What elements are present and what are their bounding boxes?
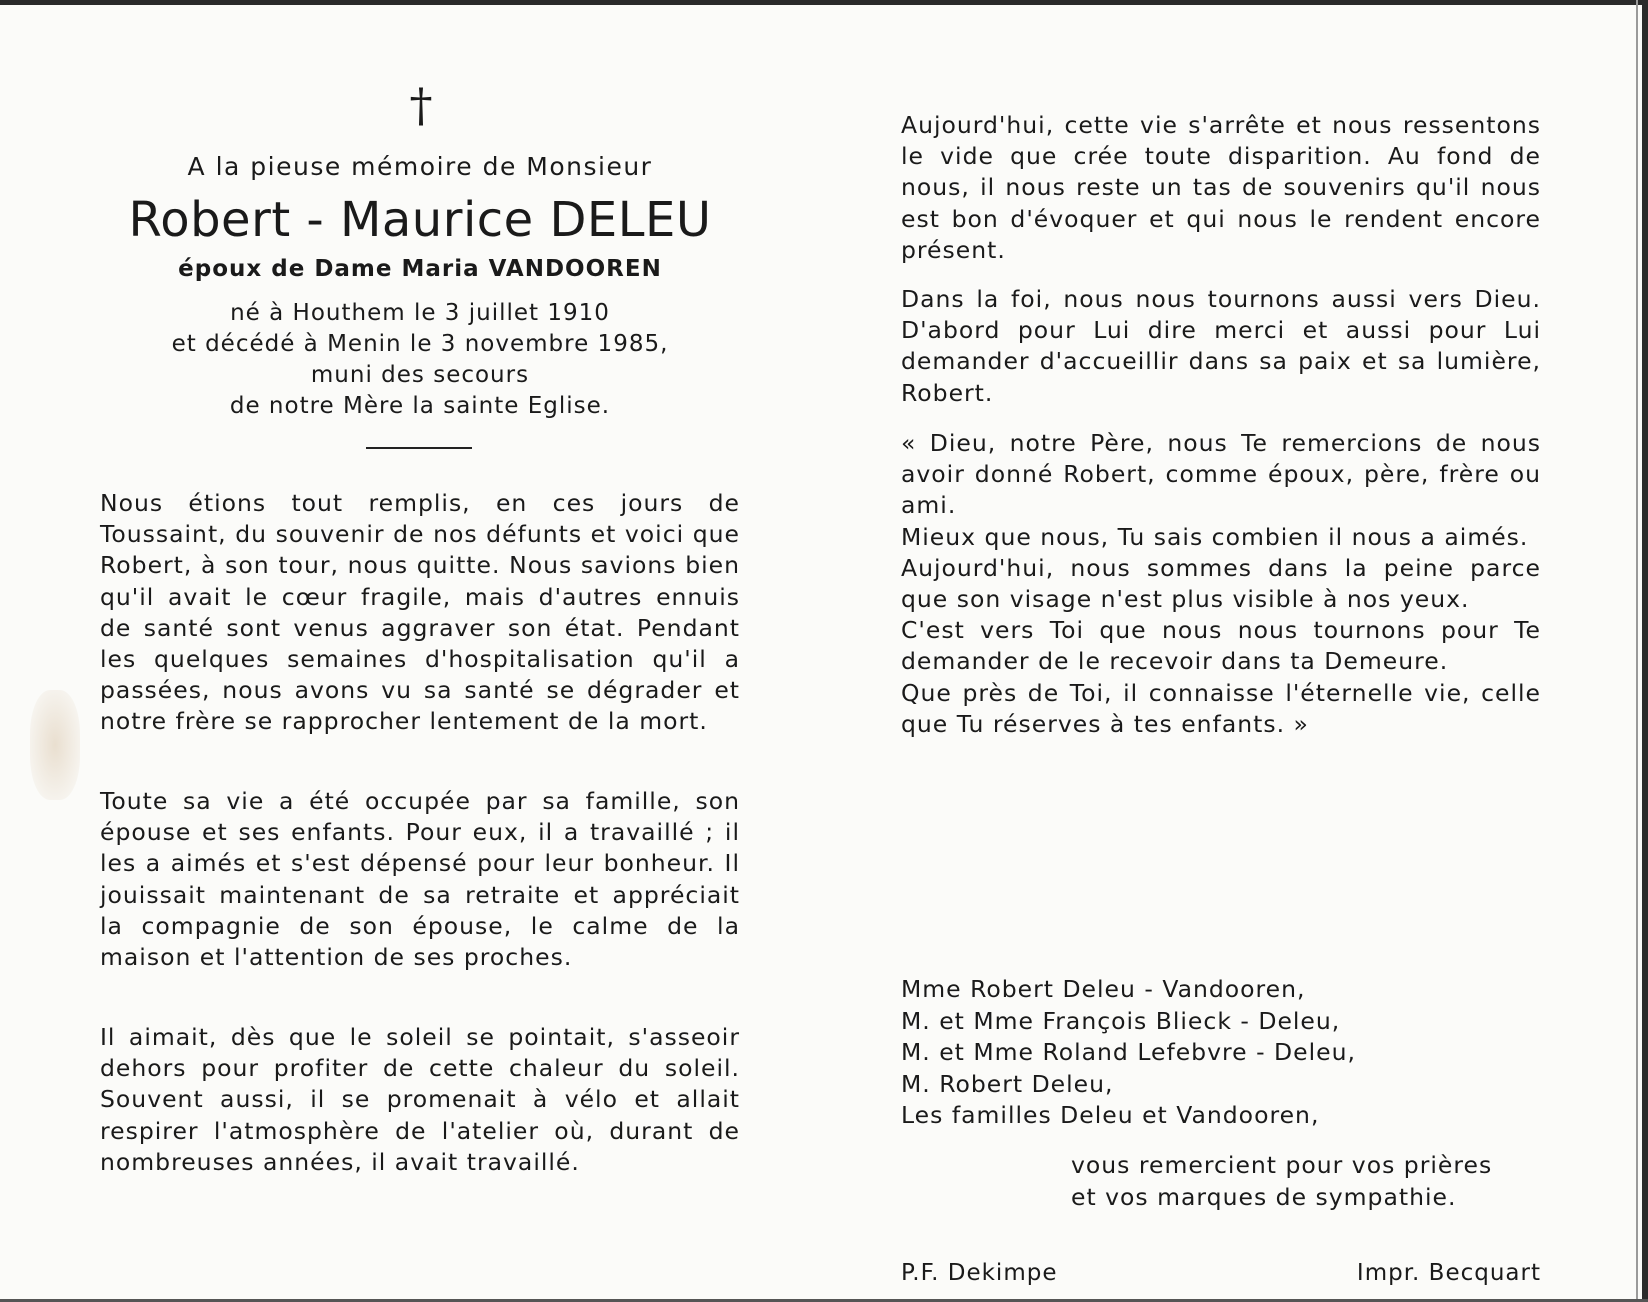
- deceased-name: Robert - Maurice DELEU: [128, 192, 712, 248]
- memoire-line: A la pieuse mémoire de Monsieur: [187, 152, 653, 181]
- thanks-line-2: et vos marques de sympathie.: [1071, 1182, 1457, 1211]
- prayer-line-5: Que près de Toi, il connaisse l'éternelle vie, celle que Tu réserves à tes enfants. »: [901, 678, 1541, 738]
- cross-icon: †: [409, 78, 433, 132]
- right-paragraph-2: Dans la foi, nous nous tournons aussi vers Dieu. D'abord pour Lui dire merci et aussi pour Lui demander d'accueillir dans sa paix et sa lumière, Robert.: [901, 285, 1541, 407]
- funeral-director: P.F. Dekimpe: [901, 1260, 1058, 1286]
- family-list: [901, 974, 1541, 1132]
- left-paragraph-3: Il aimait, dès que le soleil se pointait, s'asseoir dehors pour profiter de cette chaleur du soleil. Souvent aussi, il se promenait à vélo et allait respirer l'atmosphère de l'atelier où, durant de nombreuses années, il avait travaillé.: [100, 1023, 740, 1176]
- left-paragraph-1: Nous étions tout remplis, en ces jours de Toussaint, du souvenir de nos défunts et voici que Robert, à son tour, nous quitte. Nous savions bien qu'il avait le cœur fragile, mais d'autres ennuis de santé sont venus aggraver son état. Pendant les quelques semaines d'hospitalisation qu'il a passées, nous avons vu sa santé se dégrader et notre frère se rapprocher lentement de la mort.: [100, 489, 740, 736]
- divider-rule: [366, 447, 472, 449]
- church-line: de notre Mère la sainte Eglise.: [229, 393, 611, 419]
- family-member: M. et Mme François Blieck - Deleu,: [901, 1006, 1341, 1035]
- paper-stain: [30, 690, 80, 800]
- card-fold-line: [1636, 0, 1638, 1302]
- prayer-block: [901, 428, 1541, 740]
- thanks-line-1: vous remercient pour vos prières: [1071, 1151, 1493, 1179]
- prayer-line-3: Aujourd'hui, nous sommes dans la peine parce que son visage n'est plus visible à nos yeux.: [901, 553, 1541, 614]
- left-paragraph-2: Toute sa vie a été occupée par sa famille, son épouse et ses enfants. Pour eux, il a travaillé ; il les a aimés et s'est dépensé pour leur bonheur. Il jouissait maintenant de sa retraite et appréciait la compagnie de son épouse, le calme de la maison et l'attention de ses proches.: [100, 787, 740, 972]
- right-paragraph-1: Aujourd'hui, cette vie s'arrête et nous ressentons le vide que crée toute disparition. Au fond de nous, il nous reste un tas de souvenirs qu'il nous est bon d'évoquer et qui nous le rendent encore présent.: [901, 111, 1541, 264]
- prayer-line-2: Mieux que nous, Tu sais combien il nous a aimés.: [901, 522, 1529, 551]
- sacrament-line: muni des secours: [310, 362, 530, 388]
- family-member: M. Robert Deleu,: [901, 1069, 1114, 1098]
- thanks-block: [1071, 1150, 1551, 1213]
- death-line: et décédé à Menin le 3 novembre 1985,: [171, 331, 669, 357]
- dates-block: [100, 298, 740, 422]
- card-right-edge: [1642, 0, 1648, 1302]
- family-member: Les familles Deleu et Vandooren,: [901, 1101, 1320, 1129]
- birth-line: né à Houthem le 3 juillet 1910: [230, 300, 610, 326]
- card-top-edge: [0, 0, 1648, 5]
- family-member: Mme Robert Deleu - Vandooren,: [901, 975, 1306, 1003]
- family-member: M. et Mme Roland Lefebvre - Deleu,: [901, 1038, 1356, 1066]
- prayer-line-1: « Dieu, notre Père, nous Te remercions de nous avoir donné Robert, comme époux, père, frère ou ami.: [901, 429, 1541, 520]
- prayer-line-4: C'est vers Toi que nous nous tournons pour Te demander de le recevoir dans ta Demeure.: [901, 616, 1541, 676]
- printer-credit: Impr. Becquart: [1356, 1260, 1541, 1286]
- spouse-line: époux de Dame Maria VANDOOREN: [178, 256, 662, 282]
